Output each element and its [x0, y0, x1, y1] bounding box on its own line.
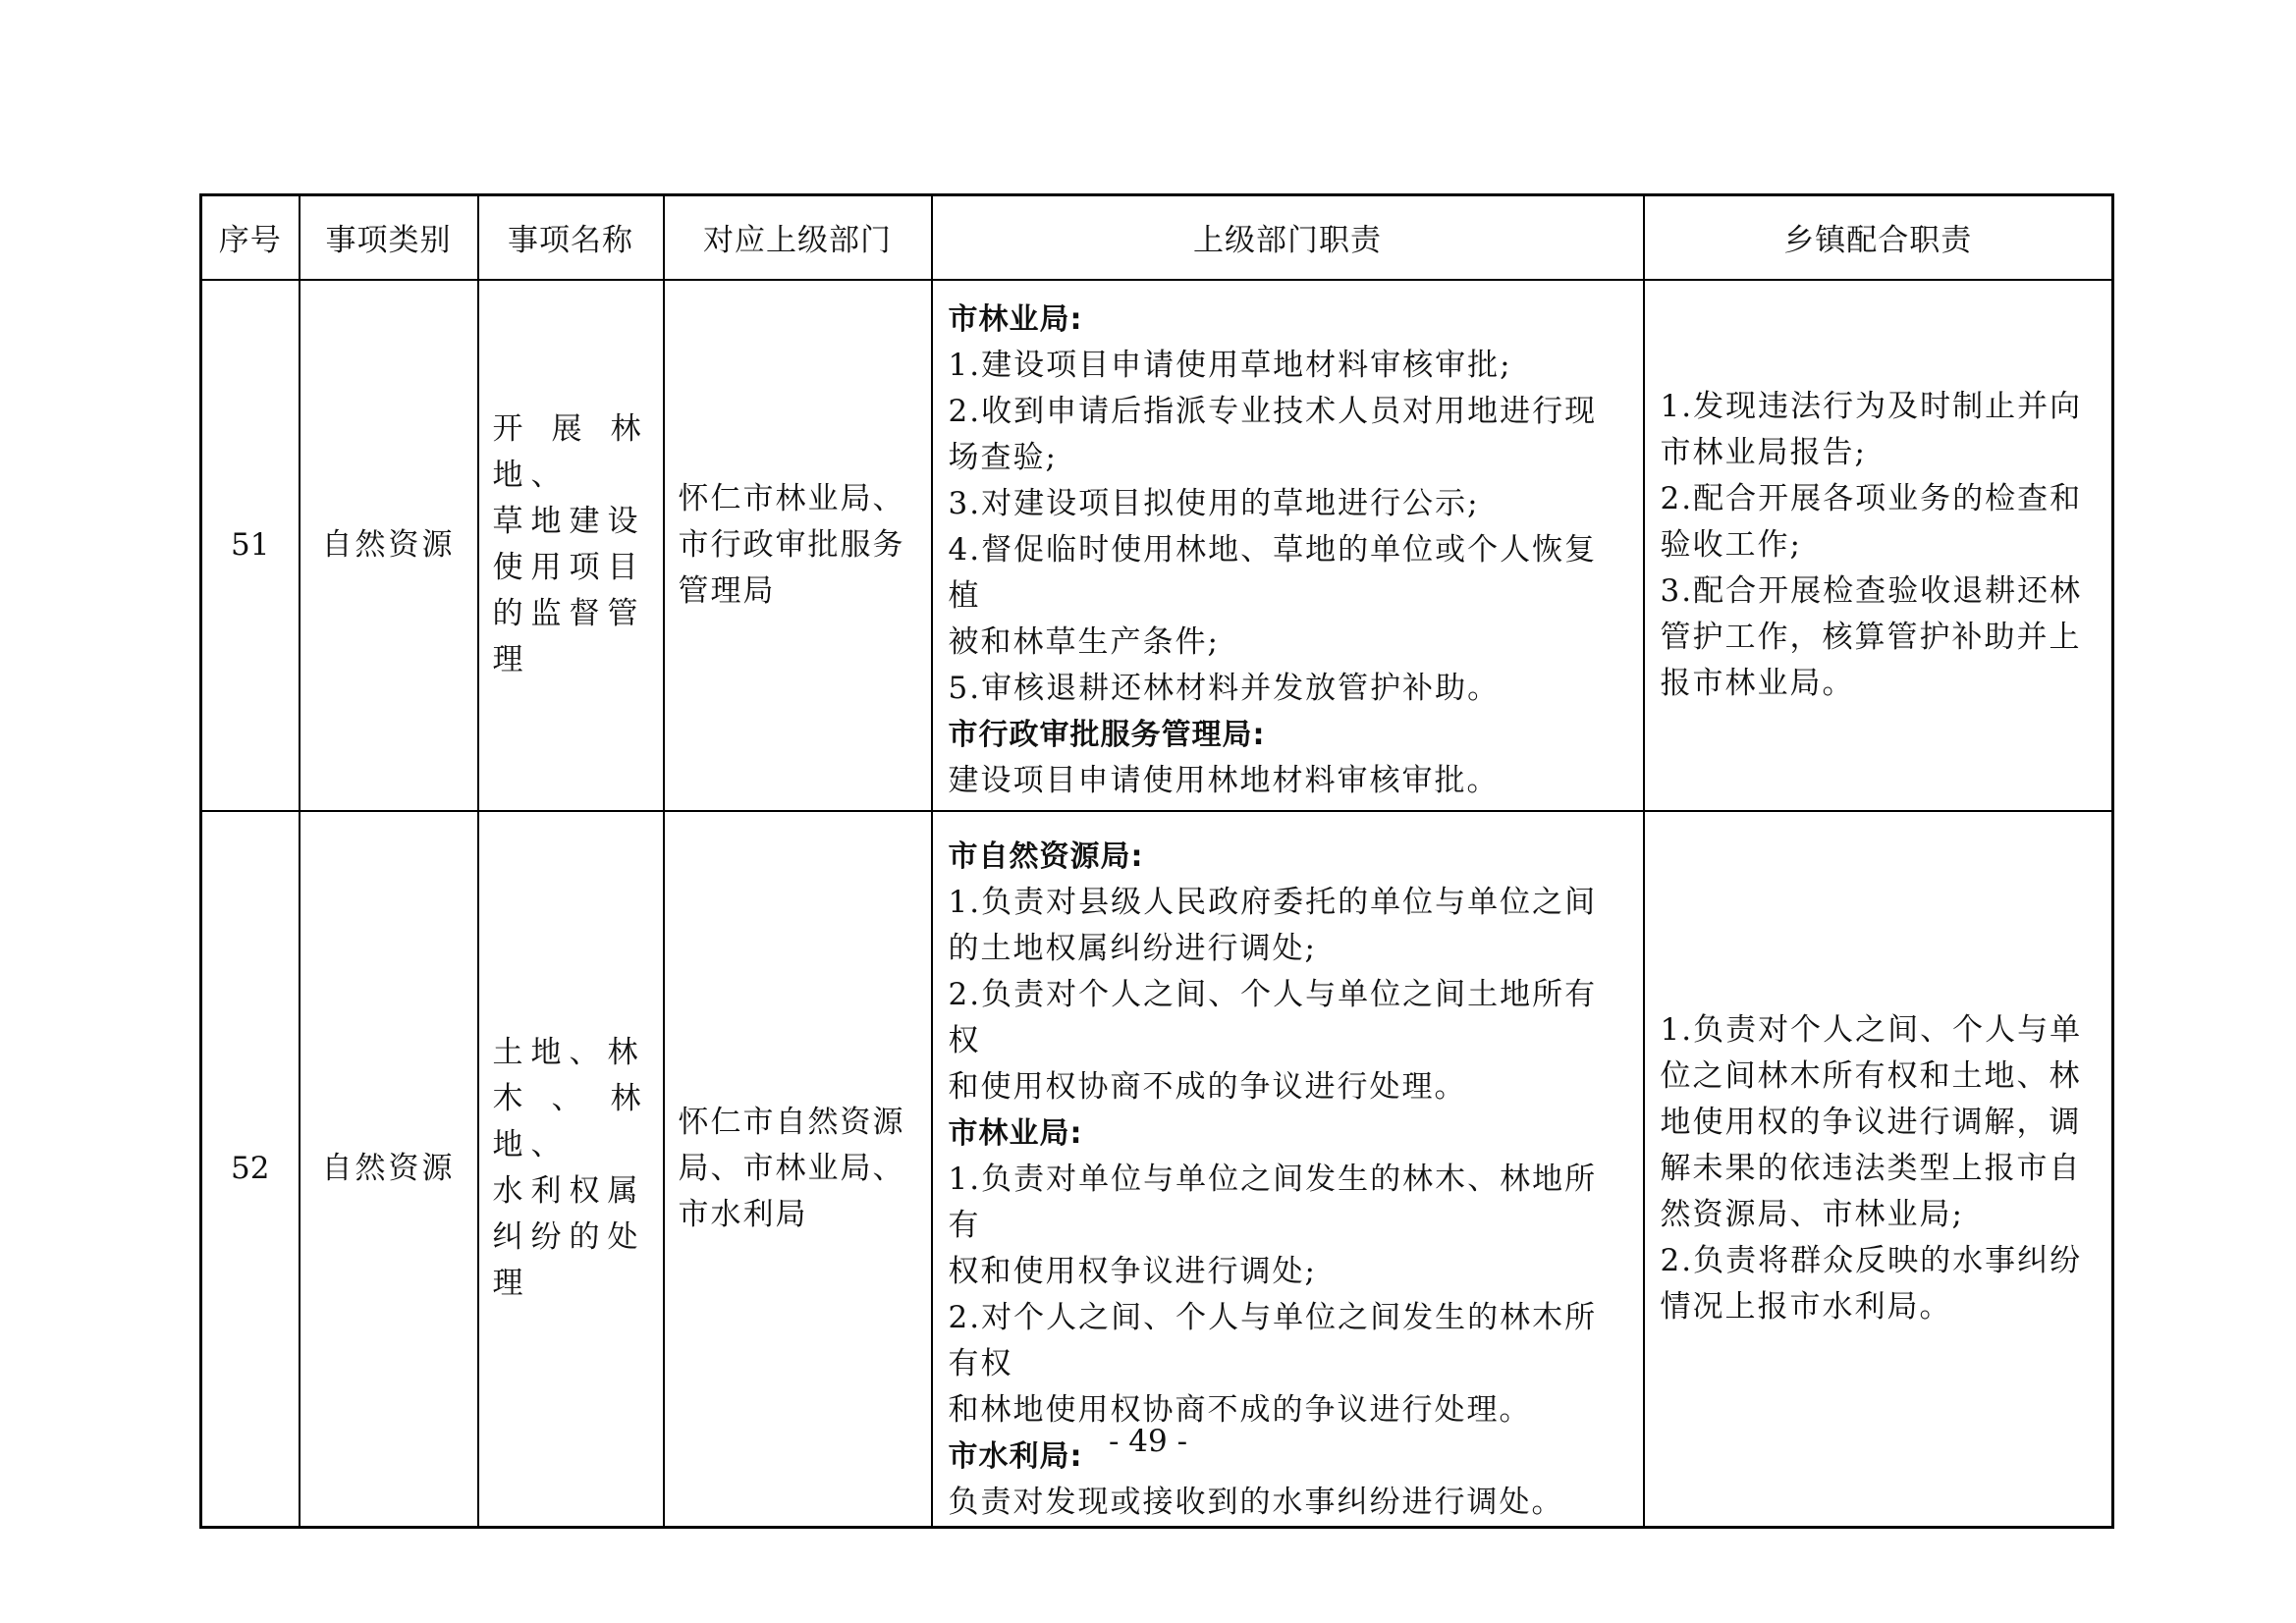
duty-line: 2.负责对个人之间、个人与单位之间土地所有权: [948, 976, 1598, 1058]
dept-line: 市行政审批服务: [678, 526, 905, 563]
duty-line: 和林地使用权协商不成的争议进行处理。: [948, 1391, 1532, 1428]
town-duty-line: 1.负责对个人之间、个人与单: [1660, 1011, 2083, 1048]
row-number: 52: [201, 811, 300, 1528]
item-name-line: 开展林地、: [492, 411, 649, 493]
item-name-line: 水利权属: [492, 1173, 646, 1209]
org-heading: 市林业局:: [948, 301, 1083, 337]
town-duty-line: 1.发现违法行为及时制止并向: [1660, 388, 2083, 424]
duty-line: 权和使用权争议进行调处;: [948, 1253, 1317, 1289]
dept-line: 局、市林业局、: [678, 1150, 905, 1186]
org-heading: 市自然资源局:: [948, 839, 1144, 874]
town-duty-line: 3.配合开展检查验收退耕还林: [1660, 572, 2083, 609]
table-row: [201, 280, 2113, 811]
town-duty-line: 情况上报市水利局。: [1660, 1288, 1952, 1325]
row-category: 自然资源: [300, 280, 478, 811]
town-duty-line: 管护工作，核算管护补助并上: [1660, 619, 2082, 655]
row-number: 51: [201, 280, 300, 811]
duty-line: 2.对个人之间、个人与单位之间发生的林木所有权: [948, 1299, 1598, 1381]
page-number: - 49 -: [1108, 1424, 1188, 1459]
item-name-line: 的监督管: [492, 596, 646, 631]
row-superior-dept: [664, 280, 932, 811]
header-number: 序号: [201, 195, 300, 280]
row-superior-duties: [932, 280, 1644, 811]
town-duty-line: 2.负责将群众反映的水事纠纷: [1660, 1242, 2083, 1278]
table-header-row: [201, 195, 2113, 280]
town-duty-line: 位之间林木所有权和土地、林: [1660, 1057, 2082, 1094]
dept-line: 怀仁市自然资源: [678, 1104, 905, 1140]
dept-line: 管理局: [678, 572, 776, 609]
row-town-duties: [1644, 811, 2113, 1528]
duty-line: 3.对建设项目拟使用的草地进行公示;: [948, 485, 1480, 521]
item-name-line: 理: [492, 642, 531, 677]
row-town-duties: [1644, 280, 2113, 811]
duty-line: 5.审核退耕还林材料并发放管护补助。: [948, 670, 1501, 706]
duty-line: 1.负责对县级人民政府委托的单位与单位之间: [948, 884, 1598, 920]
town-duty-line: 2.配合开展各项业务的检查和: [1660, 480, 2083, 516]
town-duty-line: 报市林业局。: [1660, 665, 1855, 701]
duty-line: 被和林草生产条件;: [948, 623, 1220, 660]
item-name-line: 草地建设: [492, 504, 646, 539]
row-item-name: [478, 811, 664, 1528]
town-duty-line: 然资源局、市林业局;: [1660, 1196, 1964, 1232]
header-town-duties: 乡镇配合职责: [1644, 195, 2113, 280]
row-item-name: [478, 280, 664, 811]
org-heading: 市水利局:: [948, 1438, 1083, 1474]
dept-line: 市水利局: [678, 1196, 808, 1232]
org-heading: 市林业局:: [948, 1115, 1083, 1151]
item-name-line: 理: [492, 1266, 531, 1301]
header-category: 事项类别: [300, 195, 478, 280]
town-duty-line: 地使用权的争议进行调解，调: [1660, 1104, 2082, 1140]
duty-line: 1.建设项目申请使用草地材料审核审批;: [948, 347, 1512, 383]
header-superior-dept: 对应上级部门: [664, 195, 932, 280]
row-category: 自然资源: [300, 811, 478, 1528]
dept-line: 怀仁市林业局、: [678, 480, 905, 516]
item-name-line: 土地、林: [492, 1035, 646, 1070]
duty-line: 的土地权属纠纷进行调处;: [948, 930, 1317, 966]
responsibility-table: [199, 193, 2114, 1529]
duty-line: 4.督促临时使用林地、草地的单位或个人恢复植: [948, 531, 1598, 614]
duty-line: 场查验;: [948, 439, 1058, 475]
item-name-line: 木、林地、: [492, 1081, 649, 1163]
town-duty-line: 市林业局报告;: [1660, 434, 1867, 470]
duty-line: 负责对发现或接收到的水事纠纷进行调处。: [948, 1484, 1564, 1520]
row-superior-dept: [664, 811, 932, 1528]
town-duty-line: 解未果的依违法类型上报市自: [1660, 1150, 2082, 1186]
duty-line: 建设项目申请使用林地材料审核审批。: [948, 762, 1500, 798]
duty-line: 和使用权协商不成的争议进行处理。: [948, 1068, 1467, 1105]
duty-line: 1.负责对单位与单位之间发生的林木、林地所有: [948, 1161, 1598, 1243]
item-name-line: 使用项目: [492, 550, 646, 585]
duty-line: 2.收到申请后指派专业技术人员对用地进行现: [948, 393, 1598, 429]
town-duty-line: 验收工作;: [1660, 526, 1802, 563]
header-item-name: 事项名称: [478, 195, 664, 280]
row-superior-duties: [932, 811, 1644, 1528]
table-row: [201, 811, 2113, 1528]
item-name-line: 纠纷的处: [492, 1219, 646, 1255]
org-heading: 市行政审批服务管理局:: [948, 717, 1266, 752]
header-superior-duties: 上级部门职责: [932, 195, 1644, 280]
